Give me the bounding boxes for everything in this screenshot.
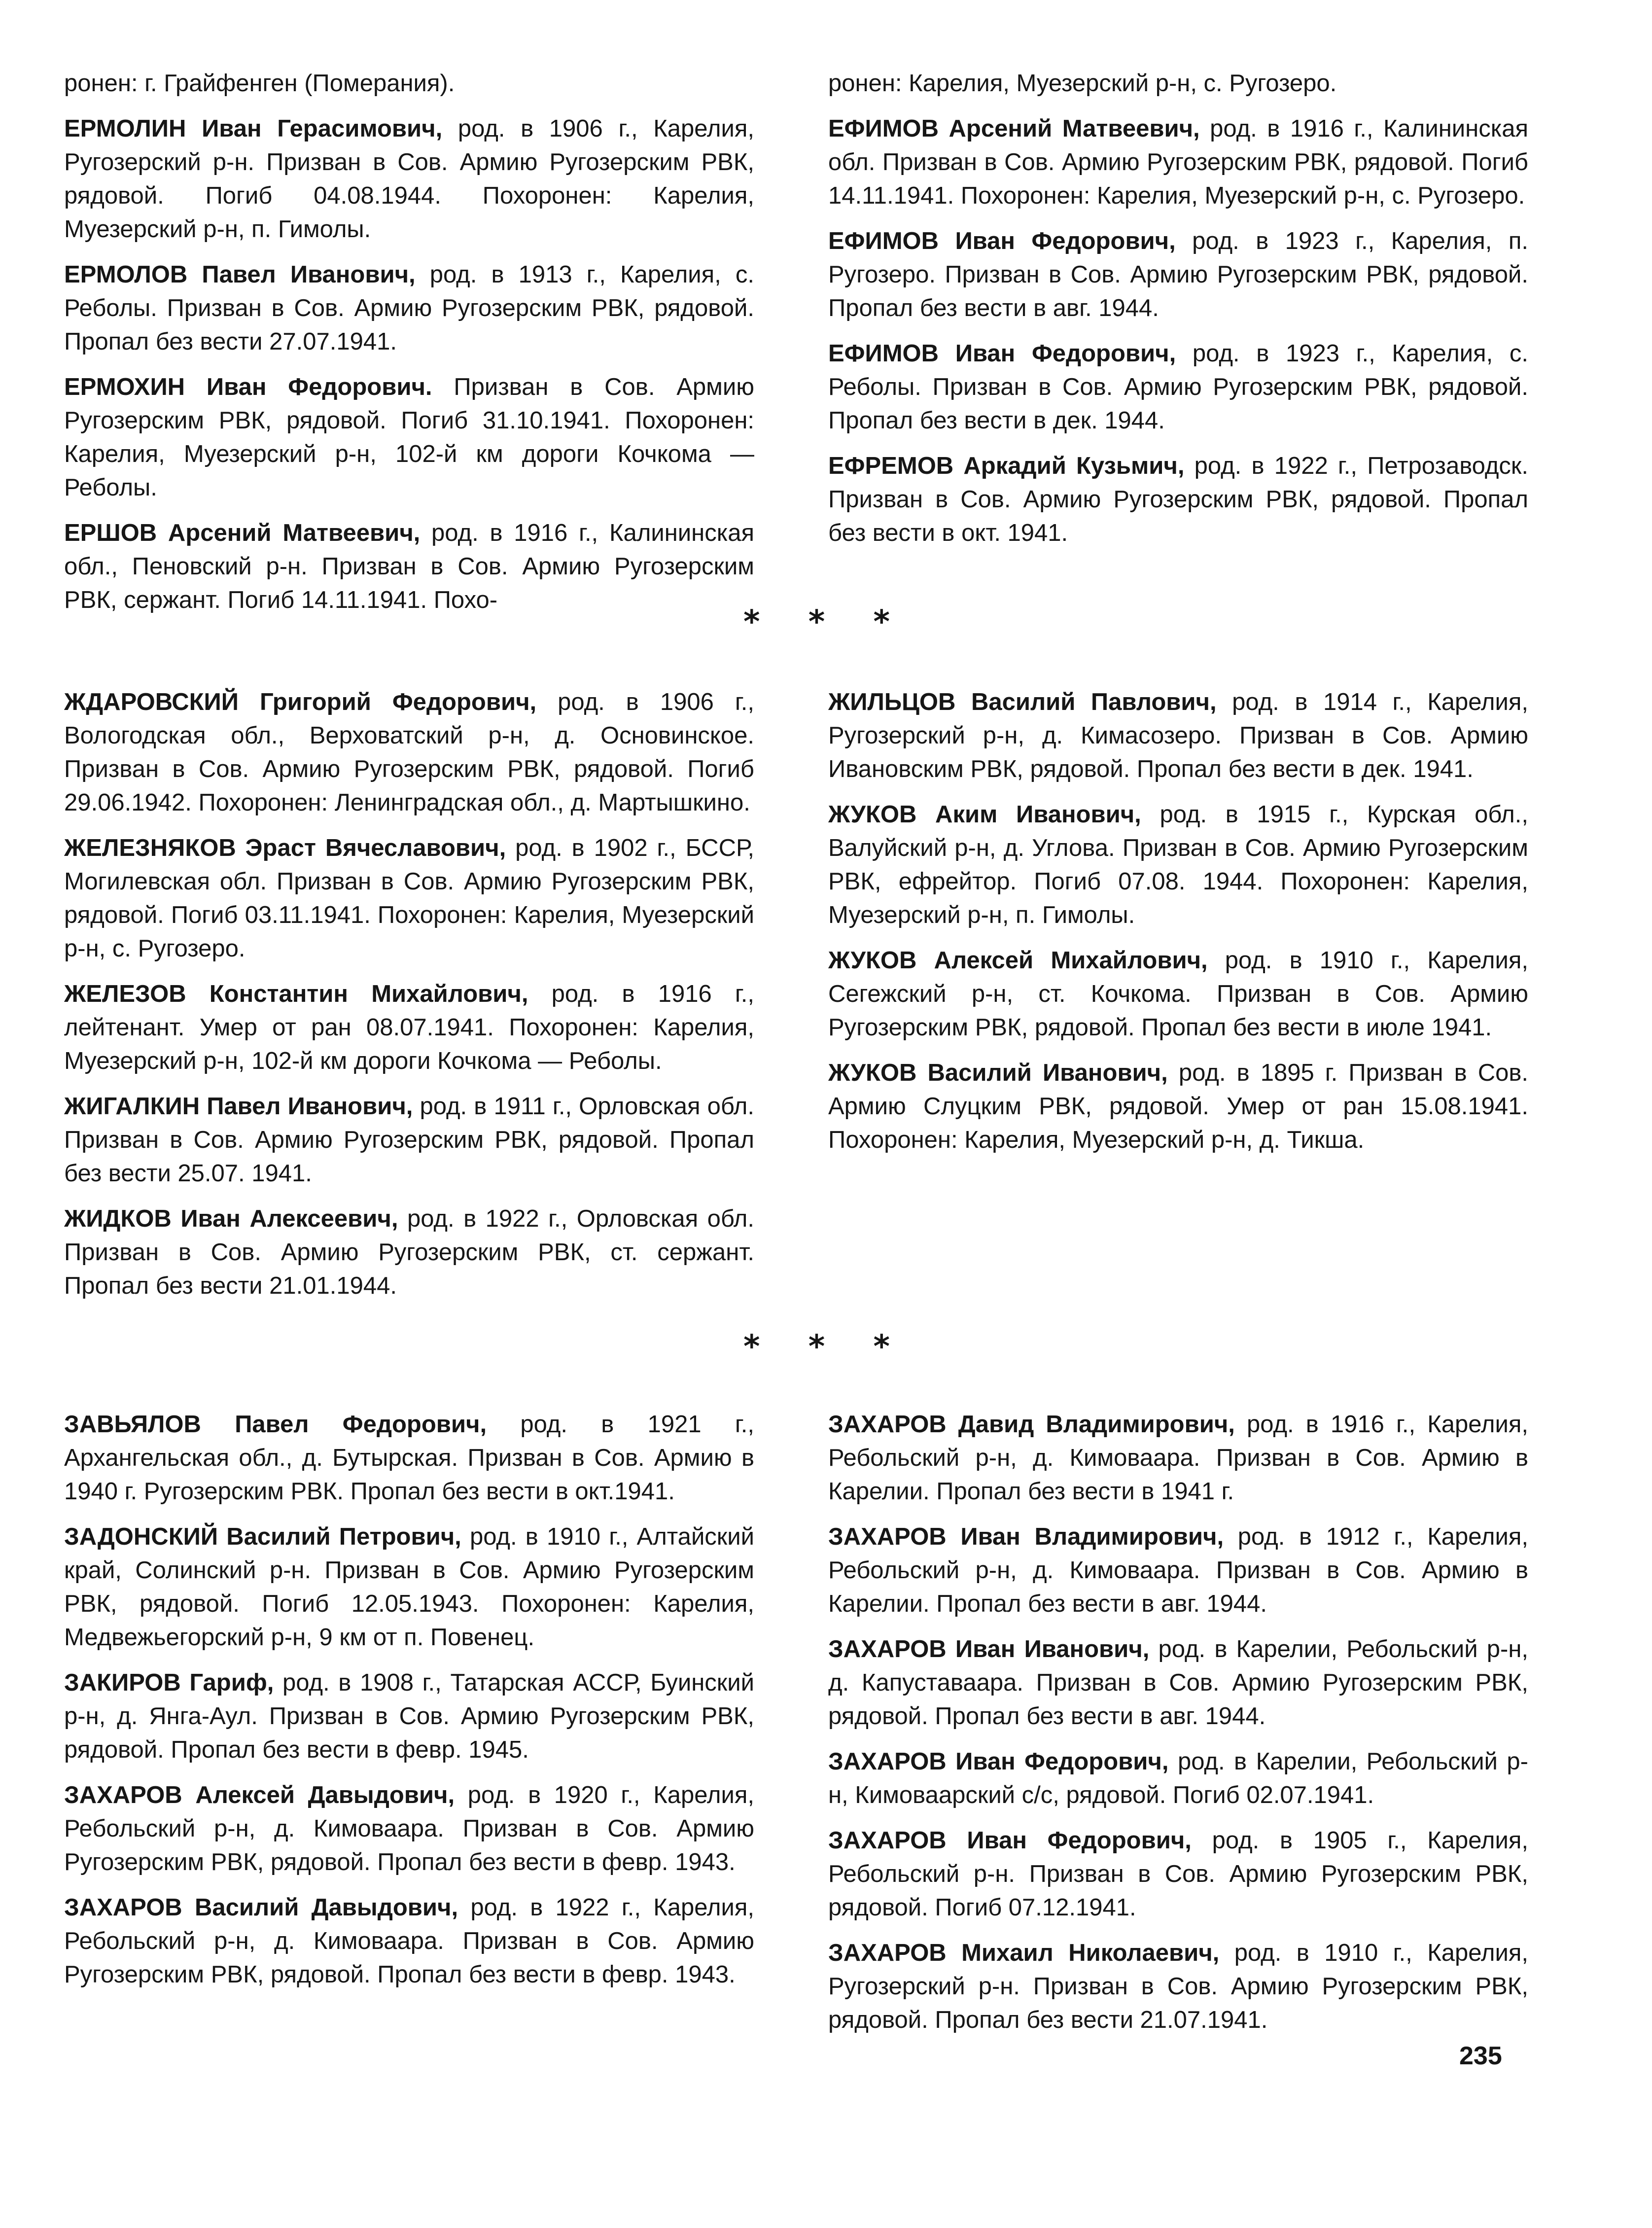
entry-text: род. в 1913 г., Карелия, с. Реболы. Призван в Сов. Армию Ругозерским РВК, рядовой. Пропал без вести 27.07.1941.	[64, 261, 754, 355]
right-column	[828, 1408, 1528, 2049]
entry	[828, 1936, 1528, 2037]
entry-text: род. в 1923 г., Карелия, п. Ругозеро. Призван в Сов. Армию Ругозерским РВК, рядовой. Пропал без вести в авг. 1944.	[828, 228, 1528, 321]
entry-name: ЗАХАРОВ Давид Владимирович,	[828, 1411, 1235, 1438]
entry-text: род. в 1908 г., Татарская АССР, Буинский р-н, д. Янга-Аул. Призван в Сов. Армию Ругозерским РВК, рядовой. Пропал без вести в февр. 1945.	[64, 1669, 754, 1763]
left-column	[64, 1408, 754, 2003]
entry	[828, 112, 1528, 212]
right-column	[828, 67, 1528, 562]
entry	[64, 1408, 754, 1508]
entry-name: ЕРМОХИН Иван Федорович.	[64, 374, 432, 400]
entry	[828, 224, 1528, 325]
entry-name: ЗАХАРОВ Иван Федорович,	[828, 1827, 1192, 1854]
entry-name: ЕФИМОВ Арсений Матвеевич,	[828, 115, 1200, 142]
entry-name: ЖУКОВ Алексей Михайлович,	[828, 947, 1208, 974]
entry	[64, 1202, 754, 1303]
entry-name: ЕФИМОВ Иван Федорович,	[828, 228, 1176, 254]
entry	[64, 258, 754, 358]
entry-text: род. в Карелии, Ребольский р-н, д. Капуставаара. Призван в Сов. Армию Ругозерским РВК, рядовой. Пропал без вести в авг. 1944.	[828, 1636, 1528, 1730]
entry-text: род. в 1910 г., Карелия, Сегежский р-н, ст. Кочкома. Призван в Сов. Армию Ругозерским РВК, рядовой. Пропал без вести в июле 1941.	[828, 947, 1528, 1041]
entry-name: ЕРМОЛИН Иван Герасимович,	[64, 115, 443, 142]
entry-name: ЖЕЛЕЗОВ Константин Михайлович,	[64, 981, 528, 1007]
entry-name: ЗАДОНСКИЙ Василий Петрович,	[64, 1523, 461, 1550]
right-column	[828, 685, 1528, 1168]
entry-name: ЗАКИРОВ Гариф,	[64, 1669, 274, 1696]
entry	[64, 370, 754, 504]
entry-name: ЗАХАРОВ Иван Владимирович,	[828, 1523, 1224, 1550]
entry-text: род. в 1914 г., Карелия, Ругозерский р-н, д. Кимасозеро. Призван в Сов. Армию Ивановским РВК, рядовой. Пропал без вести в дек. 1941.	[828, 689, 1528, 782]
entry	[828, 337, 1528, 437]
entry-name: ЗАХАРОВ Алексей Давыдович,	[64, 1782, 455, 1808]
entry-text: род. в 1922 г., Петрозаводск. Призван в Сов. Армию Ругозерским РВК, рядовой. Пропал без вести в окт. 1941.	[828, 453, 1528, 546]
entry	[64, 1090, 754, 1190]
entry-text: род. в 1915 г., Курская обл., Валуйский р-н, д. Углова. Призван в Сов. Армию Ругозерским РВК, ефрейтор. Погиб 07.08. 1944. Похоронен: Карелия, Муезерский р-н, п. Гимолы.	[828, 801, 1528, 928]
entry-continuation: ронен: Карелия, Муезерский р-н, с. Ругозеро.	[828, 70, 1337, 97]
left-column	[64, 685, 754, 1314]
entry	[64, 831, 754, 965]
entry-text: род. в 1906 г., Карелия, Ругозерский р-н. Призван в Сов. Армию Ругозерским РВК, рядовой. Погиб 04.08.1944. Похоронен: Карелия, Муезерский р-н, п. Гимолы.	[64, 115, 755, 243]
entry-text: род. в 1920 г., Карелия, Ребольский р-н, д. Кимоваара. Призван в Сов. Армию Ругозерским РВК, рядовой. Пропал без вести в февр. 1943.	[64, 1782, 754, 1875]
entry	[64, 977, 754, 1078]
entry	[64, 1666, 754, 1767]
entry-name: ЖИЛЬЦОВ Василий Павлович,	[828, 689, 1217, 715]
entry-name: ЗАХАРОВ Иван Иванович,	[828, 1636, 1150, 1662]
entry-text: род. в Карелии, Ребольский р-н, Кимоваарский с/с, рядовой. Погиб 02.07.1941.	[828, 1748, 1528, 1808]
section-separator: * * *	[743, 1329, 909, 1365]
entry-name: ЕФИМОВ Иван Федорович,	[828, 340, 1176, 367]
entry-text: Призван в Сов. Армию Ругозерским РВК, рядовой. Погиб 31.10.1941. Похоронен: Карелия, Муезерский р-н, 102-й км дороги Кочкома — Реболы.	[64, 374, 754, 501]
entry-text: род. в 1910 г., Алтайский край, Солинский р-н. Призван в Сов. Армию Ругозерским РВК, рядовой. Погиб 12.05.1943. Похоронен: Карелия, Медвежьегорский р-н, 9 км от п. Повенец.	[64, 1523, 754, 1651]
entry	[64, 516, 754, 617]
entry-text: род. в 1910 г., Карелия, Ругозерский р-н. Призван в Сов. Армию Ругозерским РВК, рядовой. Пропал без вести 21.07.1941.	[828, 1940, 1528, 2033]
entry-continuation: ронен: г. Грайфенген (Померания).	[64, 70, 455, 97]
entry	[828, 449, 1528, 550]
entry-text: род. в 1905 г., Карелия, Ребольский р-н. Призван в Сов. Армию Ругозерским РВК, рядовой. Погиб 07.12.1941.	[828, 1827, 1528, 1921]
entry	[828, 1745, 1528, 1812]
entry-text: род. в 1895 г. Призван в Сов. Армию Слуцким РВК, рядовой. Умер от ран 15.08.1941. Похоронен: Карелия, Муезерский р-н, д. Тикша.	[828, 1060, 1528, 1153]
entry-text: род. в 1906 г., Вологодская обл., Верховатский р-н, д. Основинское. Призван в Сов. Армию Ругозерским РВК, рядовой. Погиб 29.06.1942. Похоронен: Ленинградская обл., д. Мартышкино.	[64, 689, 754, 816]
entry-name: ЗАХАРОВ Иван Федорович,	[828, 1748, 1169, 1775]
entry	[64, 1778, 754, 1879]
entry-text: род. в 1922 г., Орловская обл. Призван в Сов. Армию Ругозерским РВК, ст. сержант. Пропал без вести 21.01.1944.	[64, 1205, 754, 1299]
entry-name: ЖДАРОВСКИЙ Григорий Федорович,	[64, 689, 537, 715]
entry-name: ЕФРЕМОВ Аркадий Кузьмич,	[828, 453, 1185, 479]
entry-text: род. в 1902 г., БССР, Могилевская обл. Призван в Сов. Армию Ругозерским РВК, рядовой. Погиб 03.11.1941. Похоронен: Карелия, Муезерский р-н, с. Ругозеро.	[64, 835, 754, 962]
entry	[64, 112, 754, 246]
entry-text: род. в 1911 г., Орловская обл. Призван в Сов. Армию Ругозерским РВК, рядовой. Пропал без вести 25.07. 1941.	[64, 1093, 754, 1187]
entry-text: род. в 1916 г., Карелия, Ребольский р-н, д. Кимоваара. Призван в Сов. Армию в Карелии. Пропал без вести в 1941 г.	[828, 1411, 1528, 1505]
entry-name: ЕРШОВ Арсений Матвеевич,	[64, 520, 421, 546]
entry	[64, 1891, 754, 1991]
entry-text: род. в 1916 г., Калининская обл., Пеновский р-н. Призван в Сов. Армию Ругозерским РВК, сержант. Погиб 14.11.1941. Похо-	[64, 520, 754, 613]
entry-text: род. в 1922 г., Карелия, Ребольский р-н, д. Кимоваара. Призван в Сов. Армию Ругозерским РВК, рядовой. Пропал без вести в февр. 1943.	[64, 1894, 754, 1988]
entry-name: ЗАХАРОВ Василий Давыдович,	[64, 1894, 458, 1921]
entry-name: ЖИДКОВ Иван Алексеевич,	[64, 1205, 398, 1232]
page-number: 235	[1459, 2042, 1502, 2070]
entry	[64, 1520, 754, 1654]
entry-name: ЖУКОВ Аким Иванович,	[828, 801, 1141, 828]
left-column	[64, 67, 754, 629]
entry-text: род. в 1921 г., Архангельская обл., д. Бутырская. Призван в Сов. Армию в 1940 г. Ругозерским РВК. Пропал без вести в окт.1941.	[64, 1411, 754, 1505]
entry-text: род. в 1916 г., лейтенант. Умер от ран 08.07.1941. Похоронен: Карелия, Муезерский р-н, 102-й км дороги Кочкома — Реболы.	[64, 981, 754, 1074]
entry-text: род. в 1916 г., Калининская обл. Призван в Сов. Армию Ругозерским РВК, рядовой. Погиб 14.11.1941. Похоронен: Карелия, Муезерский р-н, с. Ругозеро.	[828, 115, 1528, 209]
section-separator: * * *	[743, 604, 909, 640]
entry	[828, 685, 1528, 786]
entry-text: род. в 1912 г., Карелия, Ребольский р-н, д. Кимоваара. Призван в Сов. Армию в Карелии. Пропал без вести в авг. 1944.	[828, 1523, 1528, 1617]
entry-name: ЗАХАРОВ Михаил Николаевич,	[828, 1940, 1220, 1966]
entry	[828, 1520, 1528, 1621]
entry	[64, 685, 754, 819]
entry-name: ЕРМОЛОВ Павел Иванович,	[64, 261, 416, 288]
entry	[828, 798, 1528, 932]
entry-name: ЖЕЛЕЗНЯКОВ Эраст Вячеславович,	[64, 835, 506, 861]
entry	[828, 1632, 1528, 1733]
entry	[828, 1408, 1528, 1508]
entry-name: ЖУКОВ Василий Иванович,	[828, 1060, 1168, 1086]
entry-text: род. в 1923 г., Карелия, с. Реболы. Призван в Сов. Армию Ругозерским РВК, рядовой. Пропал без вести в дек. 1944.	[828, 340, 1528, 434]
entry-name: ЖИГАЛКИН Павел Иванович,	[64, 1093, 413, 1120]
entry	[828, 1056, 1528, 1157]
entry	[828, 944, 1528, 1044]
entry-name: ЗАВЬЯЛОВ Павел Федорович,	[64, 1411, 487, 1438]
entry	[828, 1824, 1528, 1924]
